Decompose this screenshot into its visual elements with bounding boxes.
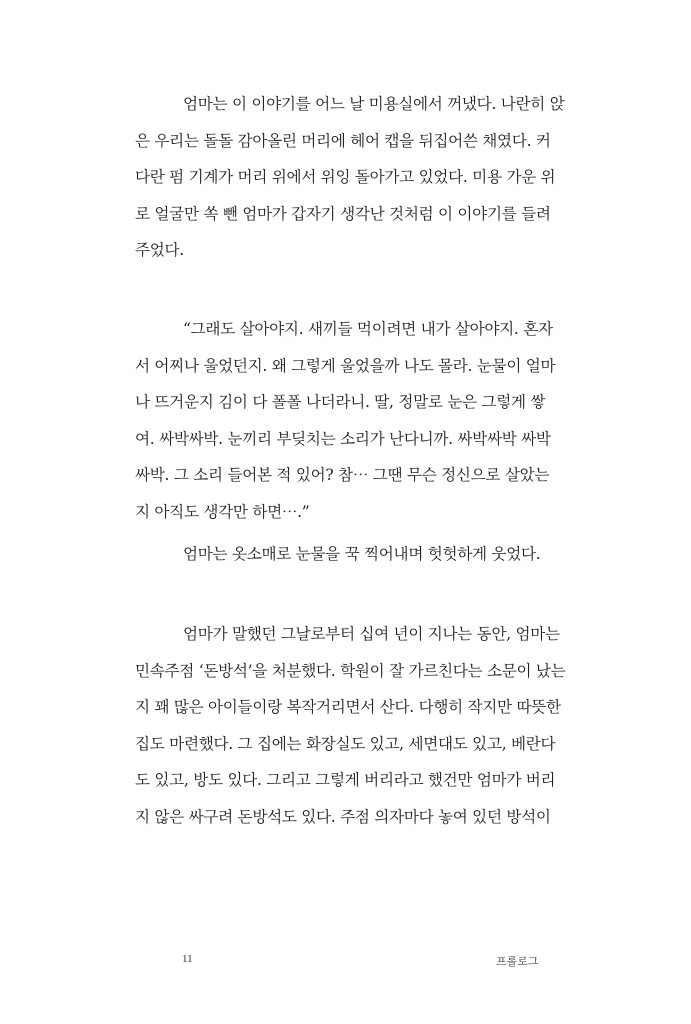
paragraph-1 [135,86,575,269]
paragraph-2 [135,311,575,530]
text-line: 로 얼굴만 쏙 뺀 엄마가 갑자기 생각난 것처럼 이 이야기를 들려 [135,204,551,223]
text-line: 지 꽤 많은 아이들이랑 복작거리면서 산다. 다행히 작지만 따뜻한 [135,698,561,716]
text-line: 다란 펌 기계가 머리 위에서 위잉 돌아가고 있었다. 미용 가운 위 [135,168,556,186]
page-number: 11 [182,953,193,965]
text-line: 엄마는 이 이야기를 어느 날 미용실에서 꺼냈다. 나란히 앉 [183,95,565,113]
text-line: 도 있고, 방도 있다. 그리고 그렇게 버리라고 했건만 엄마가 버리 [135,771,556,789]
text-line: 싸박. 그 소리 들어본 적 있어? 참⋯ 그땐 무슨 정신으로 살았는 [135,466,550,484]
running-title: 프롤로그 [496,955,539,968]
text-line: 나 뜨거운지 김이 다 폴폴 나더라니. 딸, 정말로 눈은 그렇게 쌓 [135,393,546,411]
text-line: 서 어찌나 울었던지. 왜 그렇게 울었을까 나도 몰라. 눈물이 얼마 [135,356,556,375]
text-line: “그래도 살아야지. 새끼들 먹이려면 내가 살아야지. 혼자 [183,320,553,338]
paragraph-3 [135,536,575,573]
paragraph-4 [135,616,575,835]
text-line: 집도 마련했다. 그 집에는 화장실도 있고, 세면대도 있고, 베란다 [135,734,556,753]
text-line: 여. 싸박싸박. 눈끼리 부딪치는 소리가 난다니까. 싸박싸박 싸박 [135,429,551,448]
text-line: 엄마가 말했던 그날로부터 십여 년이 지나는 동안, 엄마는 [183,625,560,643]
text-line: 지 않은 싸구려 돈방석도 있다. 주점 의자마다 놓여 있던 방석이 [135,807,551,826]
text-line: 주었다. [135,241,184,259]
text-line: 민속주점 ‘돈방석’을 처분했다. 학원이 잘 가르친다는 소문이 났는 [135,661,566,680]
text-line: 지 아직도 생각만 하면⋯.” [135,502,310,521]
text-line: 엄마는 옷소매로 눈물을 꾹 찍어내며 헛헛하게 웃었다. [183,545,541,563]
text-line: 은 우리는 돌돌 감아올린 머리에 헤어 캡을 뒤집어쓴 채였다. 커 [135,131,551,150]
